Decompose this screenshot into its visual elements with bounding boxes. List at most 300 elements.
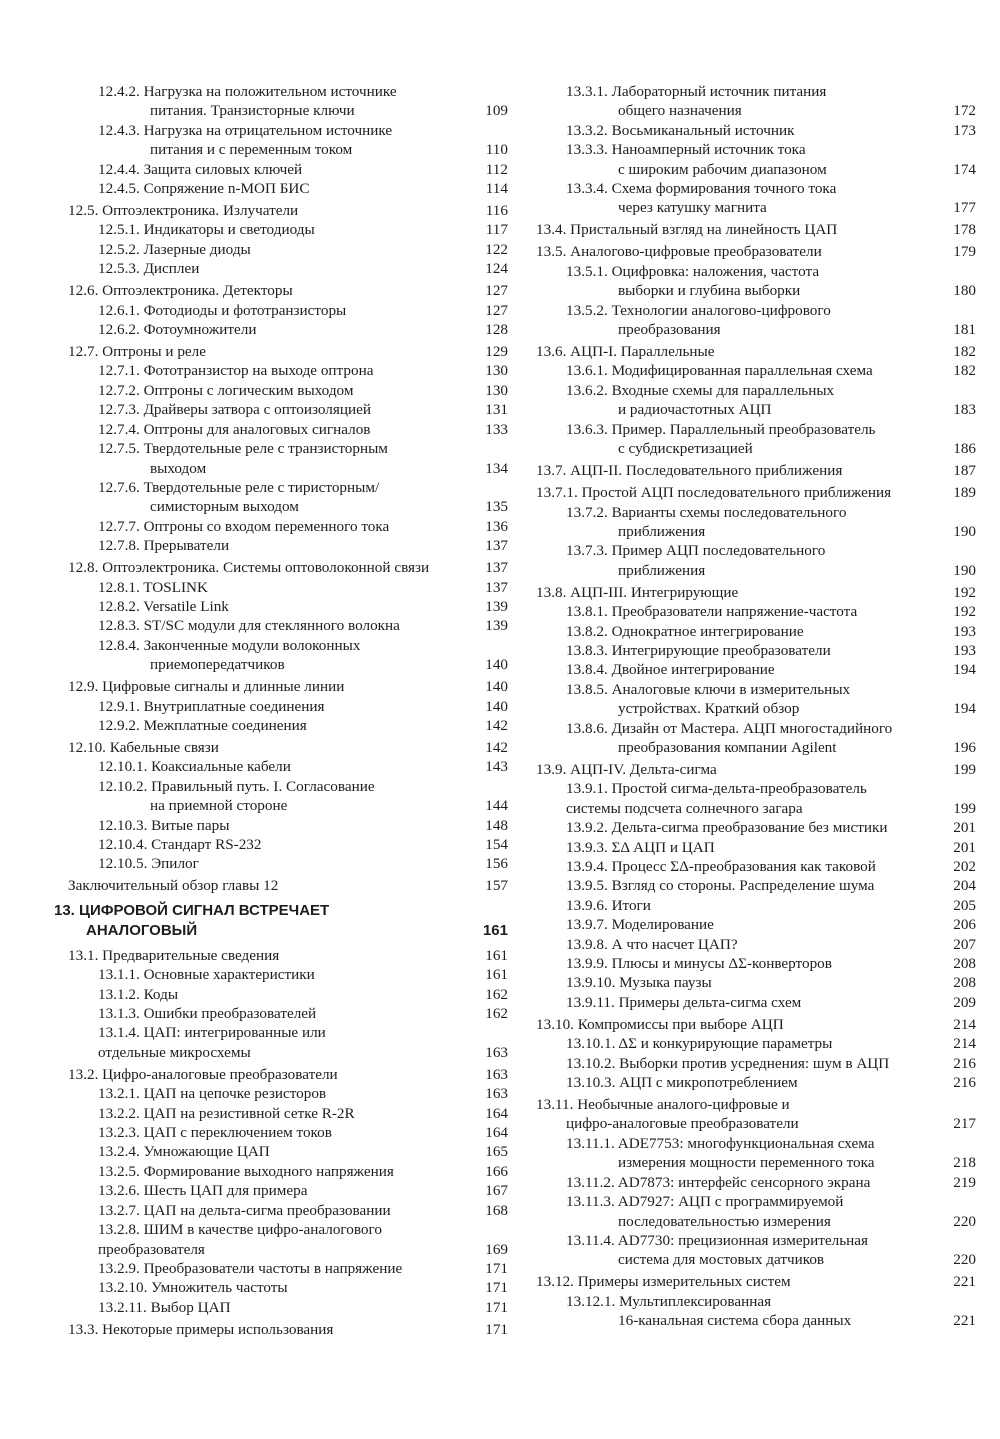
toc-subsection bbox=[536, 1231, 976, 1270]
entry-title: 12.7. Оптроны и реле bbox=[68, 343, 206, 361]
entry-title-continued: питания. Транзисторные ключи bbox=[150, 102, 355, 120]
toc-subsection bbox=[536, 602, 976, 621]
toc-section bbox=[536, 242, 976, 261]
toc-subsection bbox=[536, 915, 976, 934]
toc-section bbox=[536, 583, 976, 602]
toc-section bbox=[68, 876, 508, 895]
page-number: 173 bbox=[953, 121, 976, 139]
toc-subsection bbox=[536, 993, 976, 1012]
entry-title-continued: с субдискретизацией bbox=[618, 440, 753, 458]
toc-subsection bbox=[68, 361, 508, 380]
toc-subsection bbox=[536, 541, 976, 580]
entry-title: Заключительный обзор главы 12 bbox=[68, 877, 279, 895]
entry-title-continued: через катушку магнита bbox=[618, 199, 767, 217]
page-number: 192 bbox=[953, 583, 976, 601]
entry-title: 12.7.1. Фототранзистор на выходе оптрона bbox=[98, 362, 374, 380]
page-number: 140 bbox=[485, 697, 508, 715]
toc-subsection bbox=[536, 140, 976, 179]
toc-section bbox=[536, 220, 976, 239]
toc-section bbox=[536, 483, 976, 502]
page-number: 194 bbox=[953, 700, 976, 718]
page-number: 157 bbox=[485, 877, 508, 895]
toc-section bbox=[68, 201, 508, 220]
entry-title: 12.10.4. Стандарт RS-232 bbox=[98, 836, 262, 853]
entry-title: 13.10.1. ΔΣ и конкурирующие параметры bbox=[566, 1035, 833, 1053]
page-number: 137 bbox=[485, 578, 508, 596]
toc-subsection bbox=[68, 1259, 508, 1278]
toc-subsection bbox=[68, 1298, 508, 1317]
entry-title: 13.2.11. Выбор ЦАП bbox=[98, 1298, 231, 1316]
toc-subsection bbox=[68, 517, 508, 536]
toc-subsection bbox=[536, 680, 976, 719]
toc-subsection bbox=[536, 1134, 976, 1173]
page-number: 190 bbox=[953, 522, 976, 540]
page-number: 182 bbox=[953, 362, 976, 380]
toc-section bbox=[68, 677, 508, 696]
entry-title: 13.11.1. ADE7753: многофункциональная схема bbox=[566, 1134, 875, 1152]
toc-subsection bbox=[536, 622, 976, 641]
entry-title: 13.8. АЦП-III. Интегрирующие bbox=[536, 583, 739, 601]
entry-title: 12.6.1. Фотодиоды и фототранзисторы bbox=[98, 301, 347, 319]
entry-title: 13.2.3. ЦАП с переключением токов bbox=[98, 1124, 332, 1142]
page-number: 116 bbox=[485, 202, 508, 220]
toc-subsection bbox=[68, 636, 508, 675]
entry-title: 12.10. Кабельные связи bbox=[68, 738, 219, 756]
page-number: 169 bbox=[485, 1240, 508, 1258]
entry-title: 13.10.3. АЦП с микропотреблением bbox=[566, 1074, 798, 1092]
page-number: 202 bbox=[953, 858, 976, 875]
toc-subsection bbox=[536, 121, 976, 140]
toc-subsection bbox=[536, 301, 976, 340]
entry-title: 12.7.4. Оптроны для аналоговых сигналов bbox=[98, 420, 371, 438]
entry-title-continued: система для мостовых датчиков bbox=[618, 1251, 825, 1269]
entry-title-continued: общего назначения bbox=[618, 102, 742, 120]
toc-subsection bbox=[68, 121, 508, 160]
entry-title: 12.10.3. Витые пары bbox=[98, 816, 230, 834]
entry-title: 13.5.2. Технологии аналогово-цифрового bbox=[566, 301, 831, 319]
toc-section bbox=[68, 281, 508, 300]
page-number: 179 bbox=[953, 243, 976, 261]
page-number: 117 bbox=[485, 221, 508, 239]
entry-title: 13.3.2. Восьмиканальный источник bbox=[566, 121, 795, 139]
toc-subsection bbox=[68, 179, 508, 198]
entry-title: 13.9.5. Взгляд со стороны. Распределение шума bbox=[566, 877, 875, 895]
toc-subsection bbox=[536, 1054, 976, 1073]
entry-title: 13.1.4. ЦАП: интегрированные или bbox=[98, 1024, 326, 1042]
page-number: 177 bbox=[953, 199, 976, 217]
entry-title: 13.4. Пристальный взгляд на линейность ЦАП bbox=[536, 221, 838, 239]
page-number: 182 bbox=[953, 343, 976, 361]
toc-subsection bbox=[68, 757, 508, 776]
toc-subsection bbox=[536, 1173, 976, 1192]
entry-title: 13.8.1. Преобразователи напряжение-частота bbox=[566, 603, 858, 621]
entry-title-continued: приближения bbox=[618, 522, 706, 540]
toc-subsection bbox=[68, 578, 508, 597]
entry-title: 13.8.5. Аналоговые ключи в измерительных bbox=[566, 680, 851, 698]
entry-title: 13.11.2. AD7873: интерфейс сенсорного экрана bbox=[566, 1173, 871, 1191]
page-number: 163 bbox=[485, 1065, 508, 1083]
entry-title: 13.5.1. Оцифровка: наложения, частота bbox=[566, 262, 820, 280]
page-number: 142 bbox=[485, 716, 508, 734]
chapter-title-continued: АНАЛОГОВЫЙ bbox=[86, 921, 198, 939]
toc-subsection bbox=[68, 697, 508, 716]
page-number: 194 bbox=[953, 661, 976, 679]
entry-title-continued: симисторным выходом bbox=[150, 498, 299, 516]
toc-subsection bbox=[68, 616, 508, 635]
toc-subsection bbox=[536, 838, 976, 857]
entry-title-continued: устройствах. Краткий обзор bbox=[618, 700, 800, 718]
toc-subsection bbox=[68, 320, 508, 339]
entry-title: 12.6. Оптоэлектроника. Детекторы bbox=[68, 282, 293, 300]
entry-title: 13.2.9. Преобразователи частоты в напряжение bbox=[98, 1259, 403, 1277]
toc-subsection bbox=[536, 82, 976, 121]
page-number: 161 bbox=[482, 921, 508, 939]
entry-title: 12.9.2. Межплатные соединения bbox=[98, 716, 307, 734]
page-number: 180 bbox=[953, 282, 976, 300]
entry-title: 12.7.3. Драйверы затвора с оптоизоляцией bbox=[98, 401, 371, 419]
page-number: 199 bbox=[953, 760, 976, 778]
entry-title: 13.2.5. Формирование выходного напряжения bbox=[98, 1162, 394, 1180]
toc-section bbox=[536, 1272, 976, 1291]
page-number: 218 bbox=[953, 1154, 976, 1172]
toc-subsection bbox=[536, 420, 976, 459]
toc-subsection bbox=[68, 1023, 508, 1062]
toc-subsection bbox=[68, 400, 508, 419]
page-number: 134 bbox=[485, 459, 508, 477]
toc-subsection bbox=[68, 301, 508, 320]
toc-subsection bbox=[536, 719, 976, 758]
toc-section bbox=[536, 342, 976, 361]
toc-subsection bbox=[68, 478, 508, 517]
page-number: 221 bbox=[953, 1273, 976, 1291]
entry-title: 12.5.3. Дисплеи bbox=[98, 260, 200, 278]
entry-title: 13.3. Некоторые примеры использования bbox=[68, 1320, 334, 1338]
toc-section bbox=[536, 1015, 976, 1034]
toc-subsection bbox=[536, 503, 976, 542]
toc-subsection bbox=[536, 1292, 976, 1331]
entry-title-continued: с широким рабочим диапазоном bbox=[618, 160, 827, 178]
page-number: 171 bbox=[485, 1320, 508, 1338]
page-number: 171 bbox=[485, 1259, 508, 1277]
entry-title: 13.2.10. Умножитель частоты bbox=[98, 1279, 288, 1297]
entry-title: 13.2. Цифро-аналоговые преобразователи bbox=[68, 1065, 338, 1083]
toc-subsection bbox=[68, 439, 508, 478]
page-number: 205 bbox=[953, 896, 976, 914]
entry-title: 13.9.6. Итоги bbox=[566, 896, 651, 914]
page-number: 201 bbox=[953, 819, 976, 837]
page-number: 221 bbox=[953, 1312, 976, 1330]
page-number: 114 bbox=[485, 180, 508, 198]
toc-column-left bbox=[54, 82, 508, 1339]
entry-title: 12.4.2. Нагрузка на положительном источнике bbox=[98, 83, 397, 100]
entry-title: 12.5.2. Лазерные диоды bbox=[98, 240, 251, 258]
toc-subsection bbox=[68, 160, 508, 179]
entry-title: 13.12. Примеры измерительных систем bbox=[536, 1273, 791, 1291]
entry-title: 12.9. Цифровые сигналы и длинные линии bbox=[68, 678, 345, 696]
entry-title: 13.7.1. Простой АЦП последовательного приближения bbox=[536, 484, 892, 502]
page-number: 219 bbox=[953, 1173, 976, 1191]
entry-title-continued: приближения bbox=[618, 561, 706, 579]
entry-title: 13.6. АЦП-I. Параллельные bbox=[536, 343, 715, 361]
page-number: 129 bbox=[485, 343, 508, 361]
toc-subsection bbox=[536, 779, 976, 818]
entry-title: 13.3.1. Лабораторный источник питания bbox=[566, 83, 827, 100]
page-number: 163 bbox=[485, 1043, 508, 1061]
page-number: 190 bbox=[953, 561, 976, 579]
page-number: 199 bbox=[953, 799, 976, 817]
toc-subsection bbox=[68, 240, 508, 259]
page-number: 140 bbox=[485, 656, 508, 674]
page-number: 193 bbox=[953, 641, 976, 659]
entry-title: 12.4.5. Сопряжение n-МОП БИС bbox=[98, 180, 310, 198]
entry-title-continued: 16-канальная система сбора данных bbox=[618, 1312, 852, 1330]
entry-title-continued: приемопередатчиков bbox=[150, 656, 285, 674]
entry-title: 13.9. АЦП-IV. Дельта-сигма bbox=[536, 760, 717, 778]
entry-title: 13.2.1. ЦАП на цепочке резисторов bbox=[98, 1085, 327, 1103]
toc-subsection bbox=[68, 1004, 508, 1023]
page-number: 174 bbox=[953, 160, 976, 178]
page-number: 143 bbox=[485, 758, 508, 776]
page-number: 201 bbox=[953, 838, 976, 856]
page-number: 193 bbox=[953, 622, 976, 640]
entry-title: 12.10.1. Коаксиальные кабели bbox=[98, 758, 291, 776]
page-number: 214 bbox=[953, 1035, 976, 1053]
page-number: 196 bbox=[953, 738, 976, 756]
toc-subsection bbox=[68, 1084, 508, 1103]
entry-title: 13.6.2. Входные схемы для параллельных bbox=[566, 381, 835, 399]
page-number: 139 bbox=[485, 617, 508, 635]
page-number: 137 bbox=[485, 559, 508, 577]
entry-title: 13.11.4. AD7730: прецизионная измерительная bbox=[566, 1231, 869, 1249]
entry-title: 13.9.7. Моделирование bbox=[566, 916, 714, 934]
entry-title-continued: измерения мощности переменного тока bbox=[618, 1154, 875, 1172]
page-number: 148 bbox=[485, 816, 508, 834]
page-number: 127 bbox=[485, 301, 508, 319]
entry-title-continued: выборки и глубина выборки bbox=[618, 282, 801, 300]
toc-subsection bbox=[536, 179, 976, 218]
toc-subsection bbox=[68, 1162, 508, 1181]
entry-title: 13.5. Аналогово-цифровые преобразователи bbox=[536, 243, 822, 261]
page-number: 171 bbox=[485, 1279, 508, 1297]
entry-title: 13.8.3. Интегрирующие преобразователи bbox=[566, 641, 831, 659]
page-number: 109 bbox=[485, 102, 508, 120]
page-number: 142 bbox=[485, 738, 508, 756]
entry-title: 13.9.10. Музыка паузы bbox=[566, 974, 712, 992]
entry-title: 13.6.3. Пример. Параллельный преобразователь bbox=[566, 420, 876, 438]
entry-title: 12.5. Оптоэлектроника. Излучатели bbox=[68, 202, 299, 220]
toc-subsection bbox=[68, 716, 508, 735]
page-number: 186 bbox=[953, 440, 976, 458]
toc-subsection bbox=[68, 381, 508, 400]
page-number: 162 bbox=[485, 985, 508, 1003]
entry-title: 12.7.5. Твердотельные реле с транзисторным bbox=[98, 440, 388, 458]
page-number: 167 bbox=[485, 1182, 508, 1200]
page-number: 178 bbox=[953, 221, 976, 239]
toc-column-right bbox=[536, 82, 976, 1331]
page-number: 183 bbox=[953, 401, 976, 419]
entry-title-continued: и радиочастотных АЦП bbox=[618, 401, 772, 419]
entry-title: 13.9.8. А что насчет ЦАП? bbox=[566, 935, 738, 953]
page-number: 164 bbox=[485, 1124, 508, 1142]
entry-title: 13.1.2. Коды bbox=[98, 985, 179, 1003]
entry-title: 13.8.4. Двойное интегрирование bbox=[566, 661, 775, 679]
toc-subsection bbox=[68, 420, 508, 439]
toc-subsection bbox=[536, 857, 976, 876]
page-number: 217 bbox=[953, 1115, 976, 1133]
page-number: 133 bbox=[485, 420, 508, 438]
page-number: 130 bbox=[485, 362, 508, 380]
entry-title: 12.9.1. Внутриплатные соединения bbox=[98, 697, 325, 715]
toc-subsection bbox=[536, 896, 976, 915]
entry-title-continued: преобразования компании Agilent bbox=[618, 738, 837, 756]
page-number: 131 bbox=[485, 401, 508, 419]
page-number: 187 bbox=[953, 462, 976, 480]
toc-subsection bbox=[68, 777, 508, 816]
entry-title: 13.12.1. Мультиплексированная bbox=[566, 1292, 772, 1310]
entry-title: 12.8.4. Законченные модули волоконных bbox=[98, 636, 361, 654]
entry-title: 12.4.3. Нагрузка на отрицательном источнике bbox=[98, 121, 393, 139]
page-number: 162 bbox=[485, 1005, 508, 1023]
page-number: 171 bbox=[485, 1298, 508, 1316]
toc-section bbox=[68, 738, 508, 757]
page-number: 208 bbox=[953, 974, 976, 992]
toc-subsection bbox=[536, 262, 976, 301]
page-number: 154 bbox=[485, 836, 508, 853]
page-number: 172 bbox=[953, 102, 976, 120]
entry-title: 13.2.2. ЦАП на резистивной сетке R-2R bbox=[98, 1104, 355, 1122]
page-number: 139 bbox=[485, 597, 508, 615]
toc-section bbox=[68, 1065, 508, 1084]
page-number: 165 bbox=[485, 1143, 508, 1161]
toc-subsection bbox=[536, 954, 976, 973]
entry-title: 12.8. Оптоэлектроника. Системы оптоволоконной связи bbox=[68, 559, 430, 577]
toc-subsection bbox=[536, 935, 976, 954]
toc-chapter-heading bbox=[54, 901, 508, 941]
page-number: 110 bbox=[485, 141, 508, 159]
entry-title-continued: системы подсчета солнечного загара bbox=[566, 799, 803, 817]
entry-title: 13.9.1. Простой сигма-дельта-преобразователь bbox=[566, 780, 867, 798]
entry-title: 12.7.2. Оптроны с логическим выходом bbox=[98, 381, 354, 399]
toc-subsection bbox=[536, 1192, 976, 1231]
entry-title: 12.8.1. TOSLINK bbox=[98, 578, 208, 596]
page-number: 181 bbox=[953, 321, 976, 339]
entry-title: 13.9.4. Процесс ΣΔ-преобразования как таковой bbox=[566, 858, 876, 875]
page-number: 204 bbox=[953, 877, 976, 895]
entry-title: 13.8.6. Дизайн от Мастера. АЦП многостадийного bbox=[566, 719, 893, 737]
page-number: 161 bbox=[485, 946, 508, 964]
entry-title-continued: выходом bbox=[150, 459, 207, 477]
entry-title-continued: цифро-аналоговые преобразователи bbox=[566, 1115, 799, 1133]
entry-title: 13.9.9. Плюсы и минусы ΔΣ-конверторов bbox=[566, 955, 832, 973]
page-number: 209 bbox=[953, 993, 976, 1011]
toc-subsection bbox=[68, 536, 508, 555]
toc-subsection bbox=[68, 1104, 508, 1123]
toc-subsection bbox=[536, 1073, 976, 1092]
toc-subsection bbox=[536, 818, 976, 837]
entry-title: 13.1. Предварительные сведения bbox=[68, 946, 280, 964]
chapter-title: 13. ЦИФРОВОЙ СИГНАЛ ВСТРЕЧАЕТ bbox=[54, 901, 330, 919]
entry-title-continued: преобразования bbox=[618, 321, 721, 339]
entry-title: 13.7. АЦП-II. Последовательного приближения bbox=[536, 462, 843, 480]
toc-subsection bbox=[68, 1142, 508, 1161]
toc-section bbox=[536, 461, 976, 480]
entry-title: 13.8.2. Однократное интегрирование bbox=[566, 622, 804, 640]
toc-subsection bbox=[536, 641, 976, 660]
entry-title: 13.3.3. Наноамперный источник тока bbox=[566, 141, 806, 159]
entry-title: 13.10.2. Выборки против усреднения: шум в АЦП bbox=[566, 1054, 890, 1072]
entry-title: 12.6.2. Фотоумножители bbox=[98, 321, 257, 339]
page-number: 220 bbox=[953, 1251, 976, 1269]
entry-title: 13.1.3. Ошибки преобразователей bbox=[98, 1005, 317, 1023]
page-number: 220 bbox=[953, 1212, 976, 1230]
page-number: 161 bbox=[485, 966, 508, 984]
page-number: 163 bbox=[485, 1085, 508, 1103]
entry-title: 12.5.1. Индикаторы и светодиоды bbox=[98, 221, 315, 239]
toc-subsection bbox=[68, 965, 508, 984]
page-number: 130 bbox=[485, 381, 508, 399]
entry-title: 12.10.5. Эпилог bbox=[98, 855, 199, 873]
entry-title: 13.9.2. Дельта-сигма преобразование без мистики bbox=[566, 819, 888, 837]
entry-title: 13.9.11. Примеры дельта-сигма схем bbox=[566, 993, 802, 1011]
entry-title: 13.7.3. Пример АЦП последовательного bbox=[566, 542, 826, 560]
page-number: 124 bbox=[485, 260, 508, 278]
toc-subsection bbox=[536, 660, 976, 679]
toc-section bbox=[68, 558, 508, 577]
page-number: 208 bbox=[953, 955, 976, 973]
entry-title: 12.8.3. ST/SC модули для стеклянного волокна bbox=[98, 617, 400, 635]
page-number: 136 bbox=[485, 517, 508, 535]
toc-section bbox=[536, 1095, 976, 1134]
entry-title: 13.2.7. ЦАП на дельта-сигма преобразовании bbox=[98, 1201, 391, 1219]
entry-title: 12.4.4. Защита силовых ключей bbox=[98, 160, 303, 178]
page-number: 140 bbox=[485, 678, 508, 696]
entry-title: 13.10. Компромиссы при выборе АЦП bbox=[536, 1015, 784, 1033]
entry-title-continued: отдельные микросхемы bbox=[98, 1043, 251, 1061]
page-number: 112 bbox=[485, 160, 508, 178]
toc-subsection bbox=[68, 1181, 508, 1200]
entry-title: 13.11.3. AD7927: АЦП с программируемой bbox=[566, 1193, 844, 1211]
entry-title: 13.3.4. Схема формирования точного тока bbox=[566, 180, 837, 198]
toc-section bbox=[68, 1320, 508, 1339]
toc-subsection bbox=[68, 1201, 508, 1220]
entry-title: 13.7.2. Варианты схемы последовательного bbox=[566, 503, 847, 521]
entry-title: 13.2.4. Умножающие ЦАП bbox=[98, 1143, 270, 1161]
entry-title-continued: питания и с переменным током bbox=[150, 141, 353, 159]
page-number: 207 bbox=[953, 935, 976, 953]
toc-subsection bbox=[68, 1220, 508, 1259]
page-number: 166 bbox=[485, 1162, 508, 1180]
page-number: 216 bbox=[953, 1054, 976, 1072]
toc-subsection bbox=[68, 854, 508, 873]
entry-title: 13.2.8. ШИМ в качестве цифро-аналогового bbox=[98, 1221, 382, 1239]
toc-subsection bbox=[68, 597, 508, 616]
page-number: 128 bbox=[485, 321, 508, 339]
toc-subsection bbox=[68, 1123, 508, 1142]
entry-title: 12.7.7. Оптроны со входом переменного тока bbox=[98, 517, 390, 535]
toc-subsection bbox=[68, 259, 508, 278]
toc-section bbox=[68, 342, 508, 361]
page-number: 214 bbox=[953, 1015, 976, 1033]
toc-subsection bbox=[536, 381, 976, 420]
entry-title-continued: преобразователя bbox=[98, 1240, 205, 1258]
entry-title-continued: последовательностью измерения bbox=[618, 1212, 831, 1230]
entry-title: 13.1.1. Основные характеристики bbox=[98, 966, 315, 984]
page-number: 122 bbox=[485, 240, 508, 258]
toc-subsection bbox=[68, 985, 508, 1004]
toc-subsection bbox=[68, 220, 508, 239]
page-number: 137 bbox=[485, 537, 508, 555]
toc-subsection bbox=[68, 82, 508, 121]
